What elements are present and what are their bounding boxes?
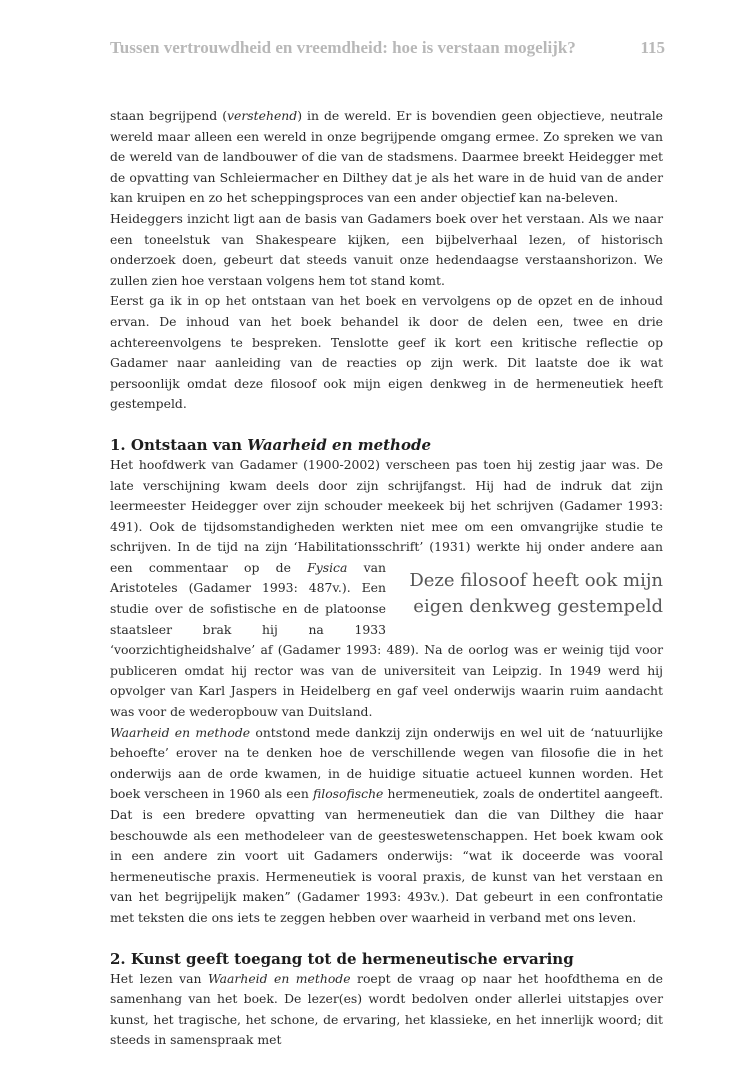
paragraph [110,723,663,929]
section-heading-2: 2. Kunst geeft toegang tot de hermeneutische ervaring [110,949,574,968]
heading-text: 1. Ontstaan van [110,435,248,454]
italic-title: Waarheid en methode [110,724,251,740]
pull-quote: Deze filosoof heeft ook mijn eigen denkweg gestempeld [409,569,663,617]
text-run: Het lezen van [110,970,208,986]
italic-term: verstehend [227,108,298,123]
paragraph [110,106,663,209]
page-body [110,106,663,1051]
text-run: van Aristoteles (Gadamer 1993: 487v.). Een studie over de sofistische en de platoonse staatsleer brak hij na 1933 ‘voorzichtigheidshalve’ af (Gadamer 1993: 489). Na de oorlog was er weinig tijd voor publiceren omdat hij rector was van de universiteit van Leipzig. In 1949 werd hij opvolger van Karl Jaspers in Heidelberg en gaf veel onderwijs waarin ruim aandacht was voor de wederopbouw van Duitsland. [110,559,663,720]
heading-italic: Waarheid en methode [247,435,431,454]
running-title: Tussen vertrouwdheid en vreemdheid: hoe is verstaan mogelijk? [110,38,576,57]
text-run: Het hoofdwerk van Gadamer (1900-2002) verscheen pas toen hij zestig jaar was. De late verschijning kwam deels door zijn schrijfangst. Hij had de indruk dat zijn leermeester Heidegger over zijn schouder meekeek bij het schrijven (Gadamer 1993: 491). Ook de tijdsomstandigheden werkten niet mee om een omvangrijke studie te schrijven. In de tijd na zijn ‘Habilitationsschrift’ (1931) werkte hij onder andere aan een commentaar op de [110,456,663,575]
text-run: hermeneutiek, zoals de ondertitel aangeeft. Dat is een bredere opvatting van hermeneutiek dan die van Dilthey die haar beschouwde als een methodeleer van de geesteswetenschappen. Het boek kwam ook in een andere zin voort uit Gadamers onderwijs: “wat ik doceerde was vooral hermeneutische praxis. Hermeneutiek is vooral praxis, de kunst van het verstaan en van het begrijpelijk maken” (Gadamer 1993: 493v.). Dat gebeurt in een confrontatie met teksten die ons iets te zeggen hebben over waarheid in verband met ons leven. [110,786,664,925]
text-run: roept de vraag op naar het hoofdthema en de samenhang van het boek. De lezer(es) wordt bedolven onder allerlei uitstapjes over kunst, het tragische, het schone, de ervaring, het klassieke, en het innerlijk woord; dit steeds in samenspraak met [110,970,663,1048]
paragraph [110,969,663,1051]
italic-term: Fysica [307,559,348,575]
paragraph: Heideggers inzicht ligt aan de basis van Gadamers boek over het verstaan. Als we naar een toneelstuk van Shakespeare kijken, een bijbelverhaal lezen, of historisch onderzoek doen, gebeurt dat steeds vanuit onze hedendaagse verstaanshorizon. We zullen zien hoe verstaan volgens hem tot stand komt. [110,210,663,288]
page-number: 115 [640,38,665,57]
italic-title: Waarheid en methode [208,970,351,986]
italic-term: filosofische [313,786,384,802]
paragraph [110,455,663,723]
section-heading-1 [110,435,663,455]
text-run: ) in de wereld. Er is bovendien geen objectieve, neutrale wereld maar alleen een wereld in onze begrijpende omgang ermee. Zo spreken we van de wereld van de landbouwer of die van de stadsmens. Daarmee breekt Heidegger met de opvatting van Schleiermacher en Dilthey dat je als het ware in de huid van de ander kan kruipen en zo het scheppingsproces van een ander objectief kan na-beleven. [110,108,664,206]
text-run: ontstond mede dankzij zijn onderwijs en wel uit de ‘natuurlijke behoefte’ erover na te denken hoe de verschillende wegen van filosofie die in het onderwijs aan de orde kwamen, in de huidige situatie actueel kunnen worden. Het boek verscheen in 1960 als een [110,724,663,802]
running-header [110,38,665,58]
paragraph: Eerst ga ik in op het ontstaan van het boek en vervolgens op de opzet en de inhoud ervan. De inhoud van het boek behandel ik door de delen een, twee en drie achtereenvolgens te bespreken. Tenslotte geef ik kort een kritische reflectie op Gadamer naar aanleiding van de reacties op zijn werk. Dit laatste doe ik wat persoonlijk omdat deze filosoof ook mijn eigen denkweg in de hermeneutiek heeft gestempeld. [110,293,663,412]
text-run: staan begrijpend ( [110,108,228,123]
